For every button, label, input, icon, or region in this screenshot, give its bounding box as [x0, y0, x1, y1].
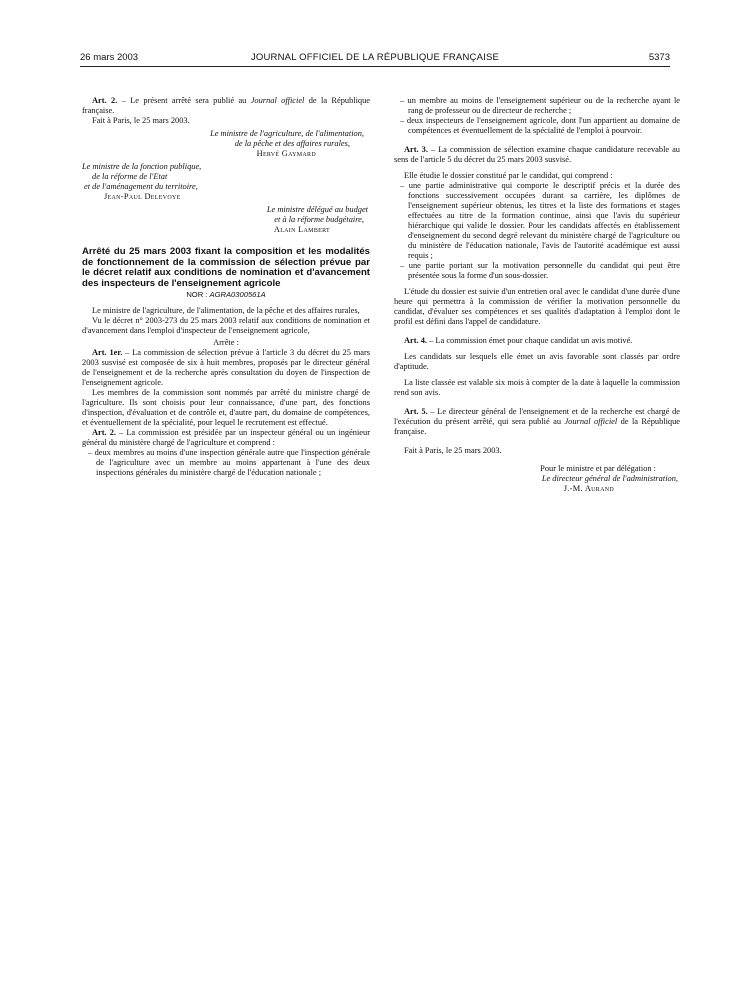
signature-agri-line2: de la pêche et des affaires rurales,	[234, 139, 350, 148]
article-2	[82, 428, 370, 448]
page-header	[80, 52, 670, 66]
signature-agri-name: Hervé Gaymard	[256, 149, 316, 158]
paragraph-etude: L'étude du dossier est suivie d'un entretien oral avec le candidat d'une durée d'une heure qui permettra à la commission de vérifier la motivation personnelle du candidat, d'évaluer ses compétences et ses qualités d'adaptation à l'emploi dont le profil est défini dans l'appel de candidature.	[394, 287, 680, 326]
list-item: – un membre au moins de l'enseignement supérieur ou de la recherche ayant le rang de professeur ou de directeur de recherche ;	[400, 96, 680, 115]
signature-fp-name: Jean-Paul Delevoye	[104, 192, 181, 201]
text: de la République française.	[394, 417, 681, 436]
paragraph-liste: La liste classée est valable six mois à compter de la date à laquelle la commission rend son avis.	[394, 378, 680, 397]
paragraph-members: Les membres de la commission sont nommés par arrêté du ministre chargé de l'agriculture. Ils sont choisis pour leur connaissance, d'une part, des fonctions d'inspection, d'évaluation et de contrôle et, d'autre part, du domaine de compétences, et éventuellement de la spécialité, pour lequel le recrutement est effectué.	[82, 388, 370, 427]
article-label: Art. 1er.	[92, 348, 123, 357]
article-5	[394, 407, 680, 437]
text: – La commission est présidée par un inspecteur général ou un ingénieur général du ministère chargé de l'agriculture et comprend :	[82, 428, 370, 447]
text: – La commission émet pour chaque candidat un avis motivé.	[427, 336, 633, 345]
signature-final-line2: Le directeur général de l'administration,	[541, 474, 678, 483]
article-label: Art. 5.	[404, 407, 428, 416]
fait-date-1: Fait à Paris, le 25 mars 2003.	[92, 116, 190, 125]
list-item: – une partie portant sur la motivation personnelle du candidat qui peut être présentée sous la forme d'un sous-dossier.	[400, 261, 680, 280]
decree-title: Arrêté du 25 mars 2003 fixant la composition et les modalités de fonctionnement de la commission de sélection prévue par le décret relatif aux conditions de nomination et d'avancement des inspecteurs de l'enseignement agricole	[82, 246, 370, 289]
signature-final-line1: Pour le ministre et par délégation :	[540, 464, 656, 473]
text: – La commission de sélection prévue à l'article 3 du décret du 25 mars 2003 susvisé est composée de six à huit membres, proposés par le directeur général de l'enseignement et de la recherche après consultation du doyen de l'inspection de l'enseignement agricole.	[82, 348, 370, 387]
article-label: Art. 2.	[92, 96, 118, 105]
article-label: Art. 3.	[404, 145, 428, 154]
signature-fp-line1: Le ministre de la fonction publique,	[82, 162, 202, 171]
page-number: 5373	[648, 52, 670, 63]
paragraph-classes: Les candidats sur lesquels elle émet un avis favorable sont classés par ordre d'aptitude.	[394, 352, 680, 371]
article-label: Art. 4.	[404, 336, 428, 345]
header-rule	[80, 66, 670, 67]
signature-fp-line2: de la réforme de l'Etat	[92, 172, 168, 181]
article-3	[394, 145, 680, 165]
list-item: – deux membres au moins d'une inspection générale autre que l'inspection générale de l'agriculture avec un membre au moins appartenant à l'une des deux inspections générales du ministère chargé de l'éducation nationale ;	[88, 448, 370, 477]
article-1	[82, 348, 370, 388]
preamble-minister: Le ministre de l'agriculture, de l'alimentation, de la pêche et des affaires rurales,	[92, 306, 360, 315]
journal-name: Journal officiel	[564, 417, 618, 426]
nor-code: AGRA0300561A	[209, 290, 266, 299]
journal-title: JOURNAL OFFICIEL DE LA RÉPUBLIQUE FRANÇAISE	[250, 52, 500, 63]
signature-budget-line1: Le ministre délégué au budget	[266, 205, 368, 214]
arrete-heading: Arrête :	[213, 338, 239, 347]
nor-label: NOR :	[186, 290, 210, 299]
signature-budget-line2: et à la réforme budgétaire,	[274, 215, 364, 224]
signature-final-name: J.-M. Aurand	[563, 484, 614, 493]
signature-agri-line1: Le ministre de l'agriculture, de l'alimentation,	[210, 129, 364, 138]
preamble-vu: Vu le décret n° 2003-273 du 25 mars 2003 relatif aux conditions de nomination et d'avancement dans l'emploi d'inspecteur de l'enseignement agricole,	[82, 316, 370, 335]
text: de la République française.	[82, 96, 371, 115]
paragraph-dossier: Elle étudie le dossier constitué par le candidat, qui comprend :	[404, 171, 613, 180]
nor-reference	[82, 290, 370, 300]
right-column	[394, 96, 680, 494]
article-label: Art. 2.	[92, 428, 116, 437]
fait-date-2: Fait à Paris, le 25 mars 2003.	[404, 446, 502, 455]
text: – Le présent arrêté sera publié au	[117, 96, 251, 105]
header-date: 26 mars 2003	[80, 52, 139, 63]
list-item: – une partie administrative qui comporte le descriptif précis et la durée des fonctions successivement occupées durant sa carrière, les diplômes de l'enseignement supérieur obtenus, les titres et la liste des formations et stages effectuées au titre de la formation continue, ainsi que l'avis du supérieur hiérarchique qui valide le dossier. Pour les candidats affectés en établissement d'enseignement du second degré relevant du ministère chargé de l'agriculture ou du ministère de l'éducation nationale, l'avis de l'autorité académique est aussi requis ;	[400, 181, 680, 260]
signature-budget-name: Alain Lambert	[273, 225, 330, 234]
text: – Le directeur général de l'enseignement et de la recherche est chargé de l'exécution du présent arrêté, qui sera publié au	[394, 407, 680, 426]
text: – La commission de sélection examine chaque candidature recevable au sens de l'article 5 du décret du 25 mars 2003 susvisé.	[394, 145, 680, 164]
art2-publication	[82, 96, 370, 116]
left-column	[82, 96, 370, 478]
journal-name: Journal officiel	[250, 96, 305, 105]
list-item: – deux inspecteurs de l'enseignement agricole, dont l'un appartient au domaine de compétences et éventuellement de la spécialité de l'emploi à pourvoir.	[400, 116, 680, 135]
signature-fp-line3: et de l'aménagement du territoire,	[84, 182, 198, 191]
article-4	[394, 336, 680, 346]
